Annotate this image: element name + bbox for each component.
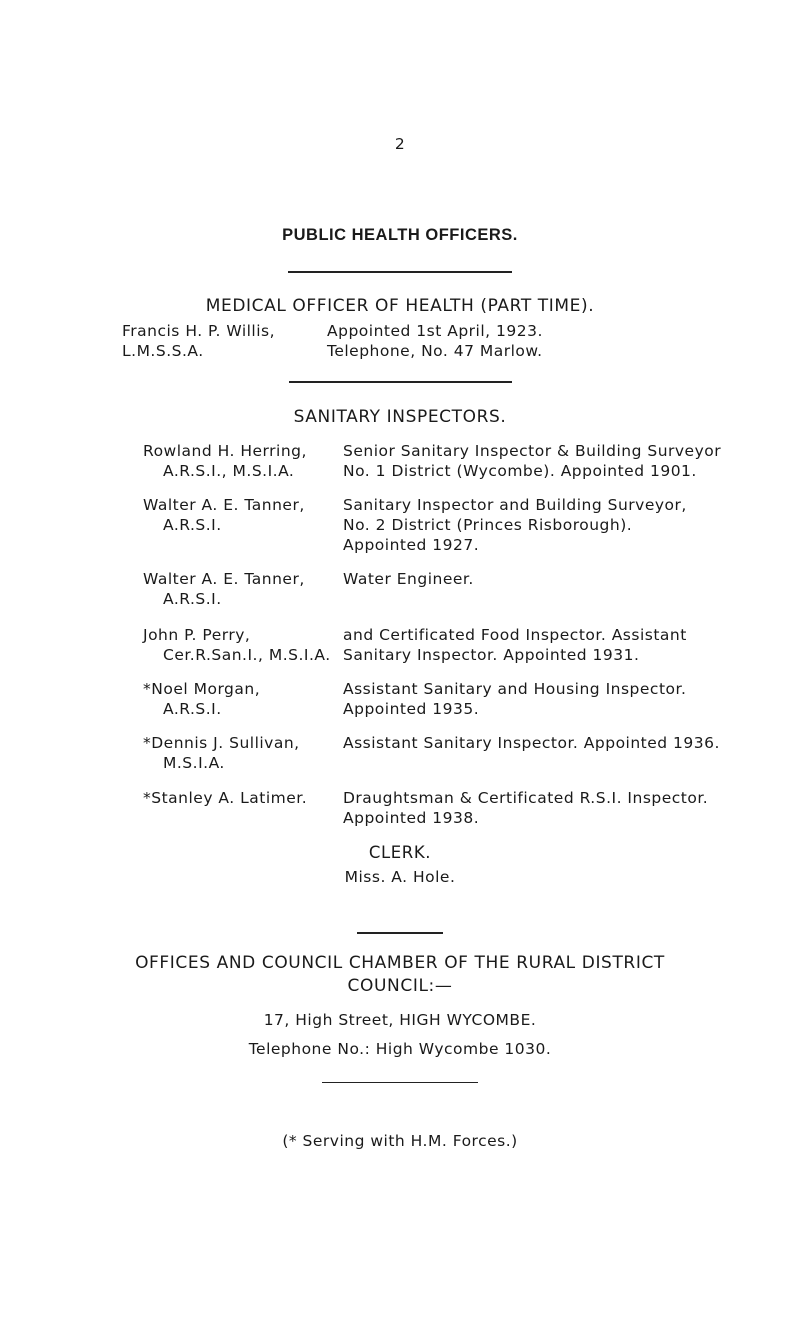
divider xyxy=(322,1082,478,1083)
offices-heading-line2: COUNCIL:— xyxy=(347,976,453,996)
footnote: (* Serving with H.M. Forces.) xyxy=(282,1132,518,1150)
moh-name-line2: L.M.S.S.A. xyxy=(122,342,204,360)
clerk-name: Miss. A. Hole. xyxy=(344,868,456,886)
entry-name: John P. Perry, xyxy=(143,626,251,644)
entry-desc: Sanitary Inspector and Building Surveyor, xyxy=(343,496,687,514)
moh-desc-line2: Telephone, No. 47 Marlow. xyxy=(327,342,543,360)
offices-telephone: Telephone No.: High Wycombe 1030. xyxy=(248,1040,552,1058)
entry-name: M.S.I.A. xyxy=(163,754,225,772)
entry-desc: Appointed 1935. xyxy=(343,700,480,718)
clerk-heading: CLERK. xyxy=(368,843,432,862)
offices-address: 17, High Street, HIGH WYCOMBE. xyxy=(263,1011,537,1029)
entry-desc: Assistant Sanitary and Housing Inspector. xyxy=(343,680,687,698)
entry-name: *Stanley A. Latimer. xyxy=(143,789,308,807)
entry-name: A.R.S.I. xyxy=(163,700,222,718)
entry-name: *Noel Morgan, xyxy=(143,680,261,698)
divider xyxy=(289,381,512,383)
entry-name: A.R.S.I., M.S.I.A. xyxy=(163,462,295,480)
entry-desc: Senior Sanitary Inspector & Building Surveyor xyxy=(343,442,722,460)
entry-name: *Dennis J. Sullivan, xyxy=(143,734,300,752)
entry-desc: and Certificated Food Inspector. Assistant xyxy=(343,626,687,644)
entry-name: Walter A. E. Tanner, xyxy=(143,496,305,514)
moh-desc-line1: Appointed 1st April, 1923. xyxy=(327,322,543,340)
page-number: 2 xyxy=(394,135,406,153)
entry-name: Rowland H. Herring, xyxy=(143,442,307,460)
divider xyxy=(357,932,443,934)
entry-name: A.R.S.I. xyxy=(163,590,222,608)
entry-desc: Appointed 1927. xyxy=(343,536,480,554)
page-title: PUBLIC HEALTH OFFICERS. xyxy=(282,226,518,244)
entry-desc: No. 1 District (Wycombe). Appointed 1901. xyxy=(343,462,697,480)
entry-name: Cer.R.San.I., M.S.I.A. xyxy=(163,646,331,664)
moh-name-line1: Francis H. P. Willis, xyxy=(122,322,276,340)
offices-heading-line1: OFFICES AND COUNCIL CHAMBER OF THE RURAL DISTRICT xyxy=(135,953,665,973)
divider xyxy=(288,271,512,273)
entry-desc: No. 2 District (Princes Risborough). xyxy=(343,516,633,534)
inspectors-heading: SANITARY INSPECTORS. xyxy=(293,407,507,427)
entry-desc: Assistant Sanitary Inspector. Appointed 1936. xyxy=(343,734,720,752)
entry-desc: Sanitary Inspector. Appointed 1931. xyxy=(343,646,640,664)
entry-desc: Appointed 1938. xyxy=(343,809,480,827)
entry-name: A.R.S.I. xyxy=(163,516,222,534)
moh-heading: MEDICAL OFFICER OF HEALTH (PART TIME). xyxy=(205,296,595,316)
entry-desc: Water Engineer. xyxy=(343,570,474,588)
entry-desc: Draughtsman & Certificated R.S.I. Inspector. xyxy=(343,789,709,807)
entry-name: Walter A. E. Tanner, xyxy=(143,570,305,588)
